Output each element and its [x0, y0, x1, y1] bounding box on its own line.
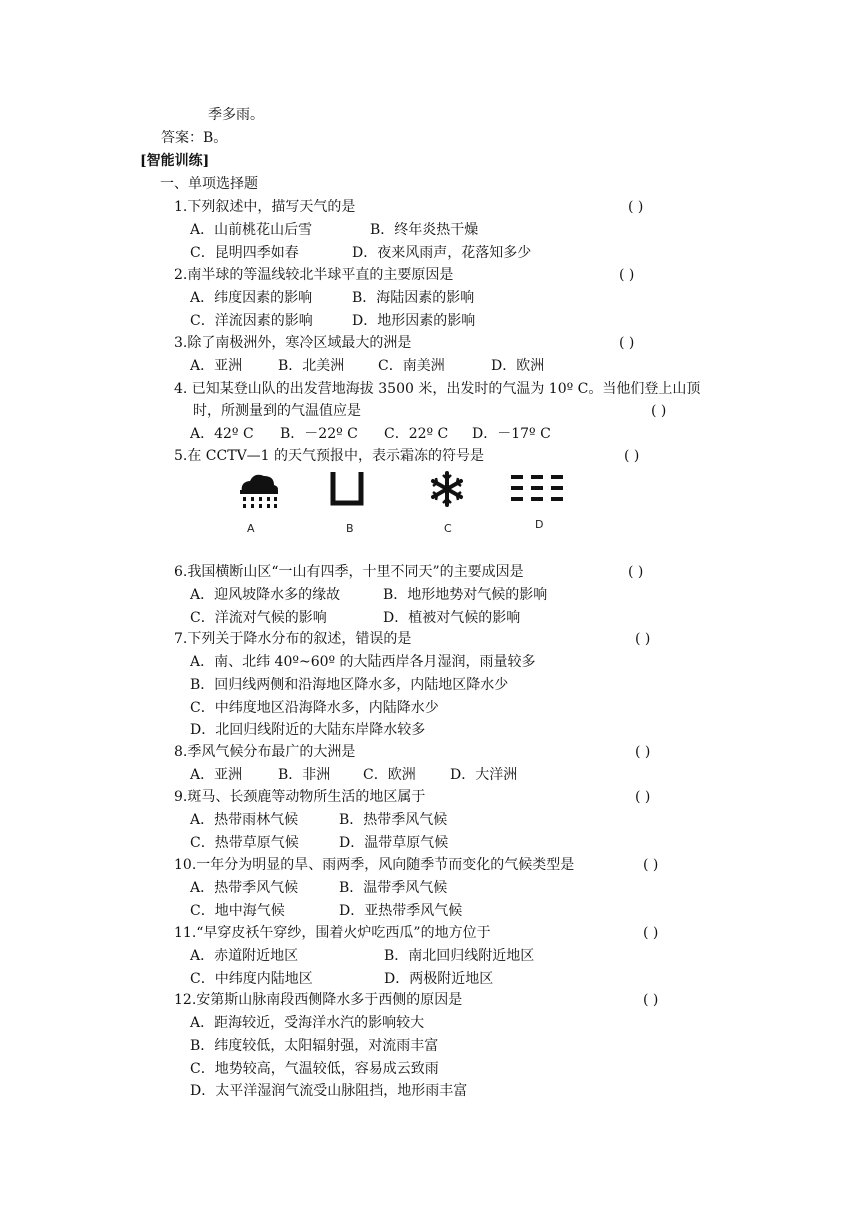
- question-1-option-a[interactable]: A．山前桃花山后雪: [190, 222, 313, 238]
- question-6-stem: 6.我国横断山区“一山有四季，十里不同天”的主要成因是: [174, 564, 524, 580]
- question-4-option-b[interactable]: B．－22º C: [280, 426, 358, 442]
- question-12-stem: 12.安第斯山脉南段西侧降水多于西侧的原因是: [174, 992, 463, 1008]
- question-11-option-b[interactable]: B．南北回归线附近地区: [384, 948, 535, 964]
- question-12-option-a[interactable]: A．距海较近，受海洋水汽的影响较大: [190, 1015, 425, 1031]
- symbol-label-c: C: [444, 522, 452, 535]
- question-2-answer-blank[interactable]: ( ): [619, 267, 635, 283]
- question-10-option-d[interactable]: D．亚热带季风气候: [339, 903, 463, 919]
- question-1-answer-blank[interactable]: ( ): [628, 199, 644, 215]
- question-9-option-c[interactable]: C．热带草原气候: [190, 835, 299, 851]
- question-9-option-a[interactable]: A．热带雨林气候: [190, 812, 299, 828]
- question-8-option-c[interactable]: C．欧洲: [363, 767, 416, 783]
- question-3-option-d[interactable]: D．欧洲: [491, 358, 545, 374]
- question-10-option-a[interactable]: A．热带季风气候: [190, 880, 299, 896]
- question-10-answer-blank[interactable]: ( ): [643, 857, 659, 873]
- question-2-stem: 2.南半球的等温线较北半球平直的主要原因是: [174, 267, 454, 283]
- question-4-stem: 4. 已知某登山队的出发营地海拔 3500 米，出发时的气温为 10º C。当他们登上山顶: [174, 381, 701, 397]
- question-4-stem-continued: 时，所测量到的气温值应是: [193, 403, 361, 419]
- question-12-option-c[interactable]: C．地势较高，气温较低，容易成云致雨: [190, 1061, 439, 1077]
- frost-u-icon[interactable]: [330, 470, 364, 514]
- question-5-answer-blank[interactable]: ( ): [624, 448, 640, 464]
- question-7-stem: 7.下列关于降水分布的叙述，错误的是: [174, 631, 412, 647]
- question-9-option-b[interactable]: B．热带季风气候: [339, 812, 448, 828]
- question-8-answer-blank[interactable]: ( ): [635, 744, 651, 760]
- continuation-text: 季多雨。: [208, 107, 264, 123]
- question-3-answer-blank[interactable]: ( ): [619, 335, 635, 351]
- question-11-option-c[interactable]: C．中纬度内陆地区: [190, 971, 313, 987]
- question-4-answer-blank[interactable]: ( ): [651, 403, 667, 419]
- question-5-stem: 5.在 CCTV—1 的天气预报中，表示霜冻的符号是: [174, 448, 485, 464]
- symbol-label-b: B: [346, 522, 354, 535]
- question-2-option-c[interactable]: C．洋流因素的影响: [190, 313, 313, 329]
- question-11-answer-blank[interactable]: ( ): [643, 925, 659, 941]
- question-4-option-d[interactable]: D．－17º C: [472, 426, 551, 442]
- question-12-answer-blank[interactable]: ( ): [643, 992, 659, 1008]
- question-2-option-b[interactable]: B．海陆因素的影响: [352, 290, 475, 306]
- question-2-option-a[interactable]: A．纬度因素的影响: [190, 290, 313, 306]
- question-9-option-d[interactable]: D．温带草原气候: [339, 835, 449, 851]
- question-6-option-b[interactable]: B．地形地势对气候的影响: [383, 587, 548, 603]
- question-4-option-a[interactable]: A．42º C: [190, 426, 254, 442]
- question-4-option-c[interactable]: C．22º C: [384, 426, 449, 442]
- question-3-option-b[interactable]: B．北美洲: [278, 358, 345, 374]
- question-10-option-b[interactable]: B．温带季风气候: [339, 880, 448, 896]
- question-1-stem: 1.下列叙述中，描写天气的是: [174, 199, 356, 215]
- question-10-stem: 10.一年分为明显的旱、雨两季，风向随季节而变化的气候类型是: [174, 857, 575, 873]
- question-7-option-c[interactable]: C．中纬度地区沿海降水多，内陆降水少: [190, 700, 439, 716]
- question-6-option-d[interactable]: D．植被对气候的影响: [383, 610, 521, 626]
- question-9-stem: 9.斑马、长颈鹿等动物所生活的地区属于: [174, 789, 426, 805]
- question-8-option-a[interactable]: A．亚洲: [190, 767, 243, 783]
- question-7-answer-blank[interactable]: ( ): [635, 631, 651, 647]
- question-6-option-a[interactable]: A．迎风坡降水多的缘故: [190, 587, 341, 603]
- question-6-answer-blank[interactable]: ( ): [628, 564, 644, 580]
- question-9-answer-blank[interactable]: ( ): [635, 789, 651, 805]
- question-6-option-c[interactable]: C．洋流对气候的影响: [190, 610, 327, 626]
- question-12-option-d[interactable]: D．太平洋湿润气流受山脉阻挡，地形雨丰富: [190, 1083, 468, 1099]
- question-7-option-b[interactable]: B．回归线两侧和沿海地区降水多，内陆地区降水少: [190, 677, 509, 693]
- fog-dashes-icon[interactable]: [510, 474, 566, 512]
- question-7-option-d[interactable]: D．北回归线附近的大陆东岸降水较多: [190, 722, 426, 738]
- question-10-option-c[interactable]: C．地中海气候: [190, 903, 285, 919]
- question-12-option-b[interactable]: B．纬度较低，太阳辐射强，对流雨丰富: [190, 1038, 439, 1054]
- question-1-option-c[interactable]: C．昆明四季如春: [190, 245, 299, 261]
- question-3-option-c[interactable]: C．南美洲: [378, 358, 445, 374]
- question-3-option-a[interactable]: A．亚洲: [190, 358, 243, 374]
- question-1-option-b[interactable]: B．终年炎热干燥: [370, 222, 479, 238]
- question-1-option-d[interactable]: D．夜来风雨声，花落知多少: [352, 245, 532, 261]
- rain-shower-icon[interactable]: [234, 470, 282, 522]
- question-2-option-d[interactable]: D．地形因素的影响: [352, 313, 476, 329]
- symbol-label-d: D: [535, 518, 544, 531]
- question-7-option-a[interactable]: A．南、北纬 40º~60º 的大陆西岸各月湿润，雨量较多: [190, 654, 536, 670]
- question-8-option-d[interactable]: D．大洋洲: [450, 767, 518, 783]
- question-11-option-a[interactable]: A．赤道附近地区: [190, 948, 299, 964]
- section-title: [智能训练]: [140, 153, 210, 169]
- symbol-label-a: A: [247, 522, 255, 535]
- question-8-option-b[interactable]: B．非洲: [278, 767, 331, 783]
- answer-line: 答案：B。: [161, 130, 228, 146]
- question-11-option-d[interactable]: D．两极附近地区: [384, 971, 494, 987]
- question-8-stem: 8.季风气候分布最广的大洲是: [174, 744, 356, 760]
- snowflake-icon[interactable]: [428, 470, 466, 516]
- section-subtitle: 一、单项选择题: [160, 176, 258, 192]
- question-11-stem: 11.“早穿皮袄午穿纱，围着火炉吃西瓜”的地方位于: [174, 925, 491, 941]
- question-3-stem: 3.除了南极洲外，寒冷区域最大的洲是: [174, 335, 412, 351]
